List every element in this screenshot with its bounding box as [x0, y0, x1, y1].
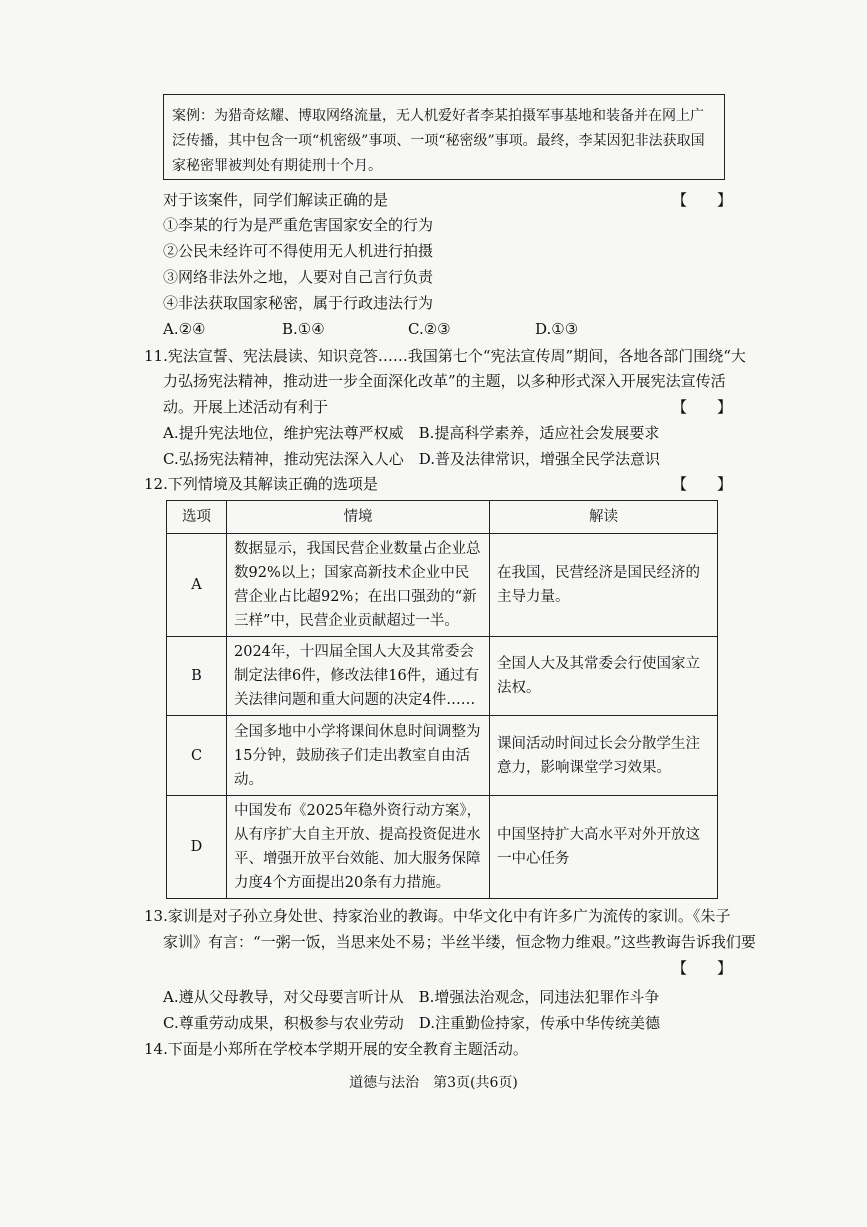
- q12-answer-bracket: 【 】: [672, 475, 733, 493]
- context-cell: 数据显示，我国民营企业数量占企业总数92%以上；国家高新技术企业中民营企业占比超92%；在出口强劲的“新三样”中，民营企业贡献超过一半。: [227, 534, 490, 637]
- reading-cell: 中国坚持扩大高水平对外开放这一中心任务: [490, 796, 718, 899]
- q11-options-row: A.提升宪法地位，维护宪法尊严权威 B.提高科学素养，适应社会发展要求: [163, 424, 660, 442]
- q11-stem-line: 11.宪法宣誓、宪法晨读、知识竞答……我国第七个“宪法宣传周”期间，各地各部门围绕“大: [144, 347, 746, 365]
- option-cell: C: [167, 716, 227, 796]
- q10-item: ③网络非法外之地，人要对自己言行负责: [163, 268, 434, 286]
- table-row: [167, 534, 718, 637]
- page-footer: 道德与法治 第3页(共6页): [349, 1075, 518, 1091]
- table-row: [167, 796, 718, 899]
- q14-stem: 14.下面是小郑所在学校本学期开展的安全教育主题活动。: [144, 1040, 528, 1058]
- context-cell: 中国发布《2025年稳外资行动方案》，从有序扩大自主开放、提高投资促进水平、增强开放平台效能、加大服务保障力度4个方面提出20条有力措施。: [227, 796, 490, 899]
- reading-cell: 课间活动时间过长会分散学生注意力，影响课堂学习效果。: [490, 716, 718, 796]
- q12-table: [166, 500, 718, 899]
- context-cell: 2024年，十四届全国人大及其常委会制定法律6件，修改法律16件，通过有关法律问题和重大问题的决定4件……: [227, 637, 490, 716]
- q11-stem-line: 动。开展上述活动有利于: [163, 398, 329, 416]
- reading-cell: 全国人大及其常委会行使国家立法权。: [490, 637, 718, 716]
- q11-answer-bracket: 【 】: [672, 398, 733, 416]
- case-box: [163, 94, 725, 180]
- q10-option-b: B.①④: [282, 320, 325, 338]
- case-line: 泛传播，其中包含一项“机密级”事项、一项“秘密级”事项。最终，李某因犯非法获取国: [172, 133, 705, 149]
- option-cell: A: [167, 534, 227, 637]
- column-header: 情境: [227, 501, 490, 534]
- option-cell: D: [167, 796, 227, 899]
- option-cell: B: [167, 637, 227, 716]
- case-line: 案例：为猎奇炫耀、博取网络流量，无人机爱好者李某拍摄军事基地和装备并在网上广: [172, 108, 704, 124]
- q10-option-d: D.①③: [535, 320, 579, 338]
- q10-option-c: C.②③: [408, 320, 451, 338]
- q13-options-row: A.遵从父母教导，对父母要言听计从 B.增强法治观念，同违法犯罪作斗争: [163, 988, 660, 1006]
- table-row: [167, 716, 718, 796]
- q10-item: ④非法获取国家秘密，属于行政违法行为: [163, 294, 434, 312]
- q13-answer-bracket: 【 】: [672, 959, 733, 977]
- table-row: [167, 637, 718, 716]
- q12-stem: 12.下列情境及其解读正确的选项是: [144, 475, 378, 493]
- q10-item: ②公民未经许可不得使用无人机进行拍摄: [163, 242, 434, 260]
- q10-stem: 对于该案件，同学们解读正确的是: [163, 191, 389, 209]
- q10-answer-bracket: 【 】: [672, 191, 733, 209]
- case-line: 家秘密罪被判处有期徒刑十个月。: [172, 158, 382, 174]
- column-header: 解读: [490, 501, 718, 534]
- column-header: 选项: [167, 501, 227, 534]
- q13-stem-line: 13.家训是对子孙立身处世、持家治业的教诲。中华文化中有许多广为流传的家训。《朱子: [144, 907, 731, 925]
- q11-stem-line: 力弘扬宪法精神，推动进一步全面深化改革”的主题，以多种形式深入开展宪法宣传活: [163, 372, 726, 390]
- q10-item: ①李某的行为是严重危害国家安全的行为: [163, 216, 434, 234]
- q10-option-a: A.②④: [163, 320, 206, 338]
- q11-options-row: C.弘扬宪法精神，推动宪法深入人心 D.普及法律常识，增强全民学法意识: [163, 450, 660, 468]
- q13-options-row: C.尊重劳动成果，积极参与农业劳动 D.注重勤俭持家，传承中华传统美德: [163, 1014, 660, 1032]
- reading-cell: 在我国，民营经济是国民经济的主导力量。: [490, 534, 718, 637]
- context-cell: 全国多地中小学将课间休息时间调整为15分钟，鼓励孩子们走出教室自由活动。: [227, 716, 490, 796]
- table-header-row: [167, 501, 718, 534]
- q13-stem-line: 家训》有言：“一粥一饭，当思来处不易；半丝半缕，恒念物力维艰。”这些教诲告诉我们要: [163, 933, 756, 951]
